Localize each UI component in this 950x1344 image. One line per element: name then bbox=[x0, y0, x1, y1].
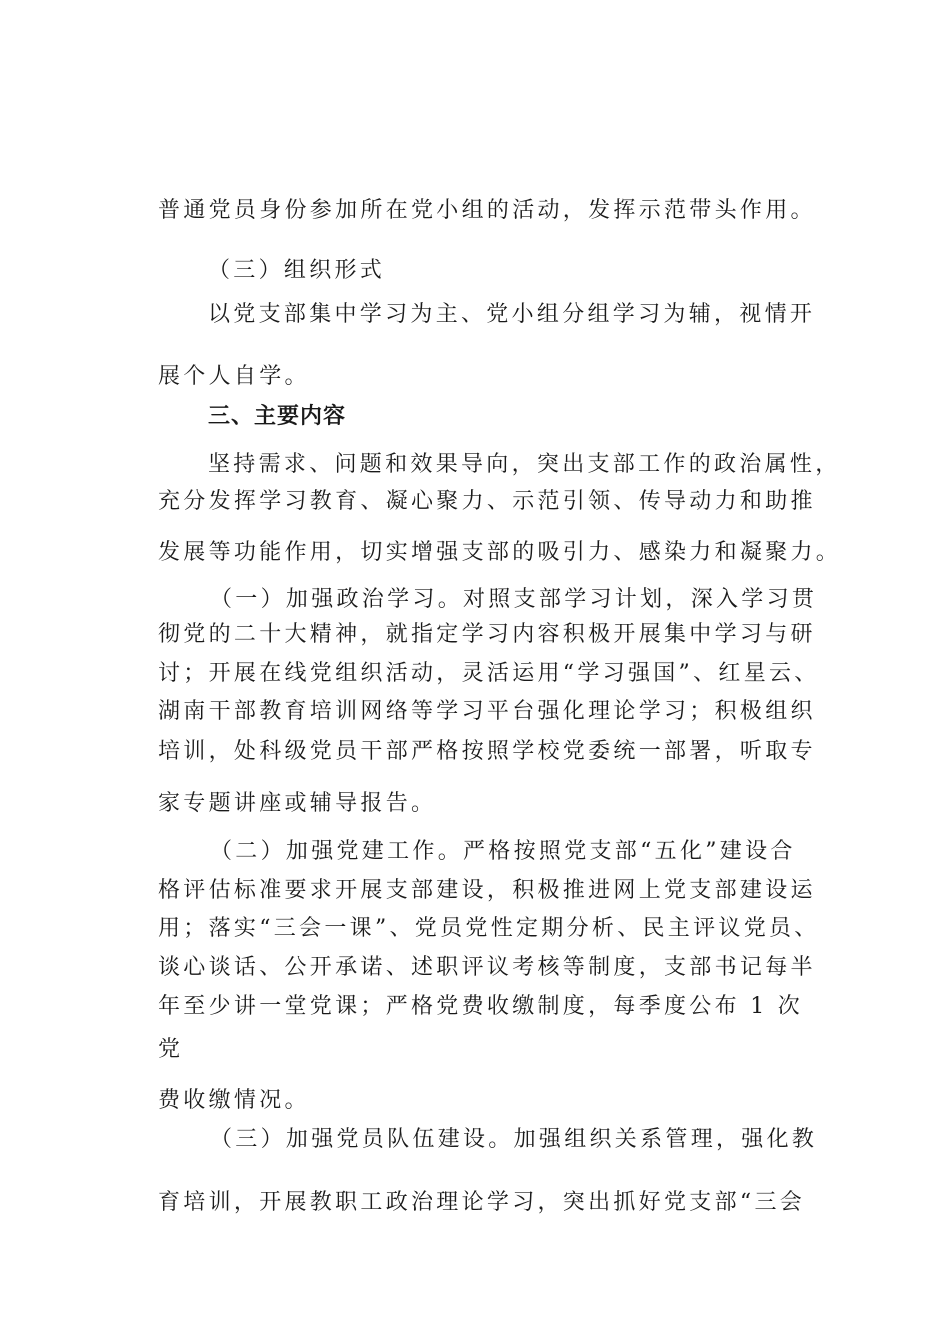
body-text-line: 充分发挥学习教育、凝心聚力、示范引领、传导动力和助推 bbox=[158, 489, 816, 514]
body-text-line: 培训，处科级党员干部严格按照学校党委统一部署，听取专 bbox=[158, 739, 816, 764]
body-text-line: 展个人自学。 bbox=[158, 364, 310, 389]
body-text-line: （二）加强党建工作。严格按照党支部“五化”建设合 bbox=[210, 839, 796, 864]
body-text-line: 湖南干部教育培训网络等学习平台强化理论学习；积极组织 bbox=[158, 699, 816, 724]
section-heading-main-content: 三、主要内容 bbox=[208, 404, 347, 429]
body-text-line: 以党支部集中学习为主、党小组分组学习为辅，视情开 bbox=[208, 302, 816, 327]
body-text-line: 发展等功能作用，切实增强支部的吸引力、感染力和凝聚力。 bbox=[158, 540, 842, 565]
body-text-line: （一）加强政治学习。对照支部学习计划，深入学习贯 bbox=[210, 587, 818, 612]
subheading-organization-form: （三）组织形式 bbox=[208, 258, 386, 283]
body-text-line: 讨；开展在线党组织活动，灵活运用“学习强国”、红星云、 bbox=[158, 661, 820, 686]
body-text-line: 年至少讲一堂党课；严格党费收缴制度，每季度公布 1 次 bbox=[158, 994, 804, 1019]
body-text-line: 党 bbox=[158, 1037, 184, 1062]
body-text-line: 用；落实“三会一课”、党员党性定期分析、民主评议党员、 bbox=[158, 916, 820, 941]
body-text-line: 彻党的二十大精神，就指定学习内容积极开展集中学习与研 bbox=[158, 622, 816, 647]
body-text-line: 育培训，开展教职工政治理论学习，突出抓好党支部“三会 bbox=[158, 1190, 806, 1215]
body-text-line: 普通党员身份参加所在党小组的活动，发挥示范带头作用。 bbox=[158, 198, 816, 223]
body-text-line: 谈心谈话、公开承诺、述职评议考核等制度，支部书记每半 bbox=[158, 955, 816, 980]
body-text-line: 费收缴情况。 bbox=[158, 1088, 310, 1113]
body-text-line: 坚持需求、问题和效果导向，突出支部工作的政治属性， bbox=[208, 452, 841, 477]
body-text-line: 格评估标准要求开展支部建设，积极推进网上党支部建设运 bbox=[158, 878, 816, 903]
body-text-line: 家专题讲座或辅导报告。 bbox=[158, 791, 437, 816]
body-text-line: （三）加强党员队伍建设。加强组织关系管理，强化教 bbox=[210, 1127, 818, 1152]
